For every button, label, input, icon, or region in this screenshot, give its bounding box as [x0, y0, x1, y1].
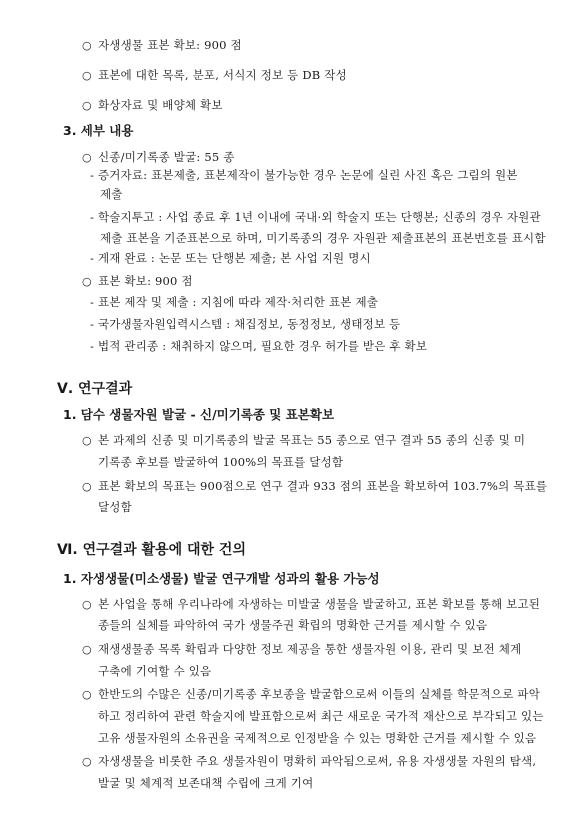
list-item-continuation: 기록종 후보를 발굴하여 100%의 목표를 달성함 [98, 455, 344, 469]
circle-bullet-icon: ○ [82, 598, 92, 611]
sub-item: - 증거자료: 표본제출, 표본제작이 불가능한 경우 논문에 실린 사진 혹은 그림의 원본 [90, 168, 518, 182]
list-item: ○ 자생생물을 비롯한 주요 생물자원이 명확히 파악됨으로써, 유용 자생생물 자원의 탐색, [82, 754, 537, 768]
list-item: ○ 재생생물종 목록 확립과 다양한 정보 제공을 통한 생물자원 이용, 관리 및 보전 체계 [82, 642, 522, 656]
list-item: ○ 본 사업을 통해 우리나라에 자생하는 미발굴 생물을 발굴하고, 표본 확보를 통해 보고된 [82, 597, 541, 611]
list-item: ○ 본 과제의 신종 및 미기록종의 발굴 목표는 55 종으로 연구 결과 55 종의 신종 및 미 [82, 433, 526, 447]
list-item: ○ 표본 확보의 목표는 900점으로 연구 결과 933 점의 표본을 확보하여 103.7%의 목표를 [82, 479, 548, 493]
list-item: ○ 한반도의 수많은 신종/미기록종 후보종을 발굴함으로써 이들의 실체를 학문적으로 파악 [82, 687, 541, 701]
circle-bullet-icon: ○ [82, 39, 92, 52]
list-item-continuation: 종들의 실체를 파악하여 국가 생물주권 확립의 명확한 근거를 제시할 수 있음 [98, 618, 488, 632]
results-heading: Ⅴ. 연구결과 [57, 381, 133, 397]
circle-bullet-icon: ○ [82, 643, 92, 656]
sub-item: - 학술지투고 : 사업 종료 후 1년 이내에 국내·외 학술지 또는 단행본; 신종의 경우 자원관 [90, 210, 541, 224]
sub-item: - 법적 관리종 : 채취하지 않으며, 필요한 경우 허가를 받은 후 확보 [90, 339, 428, 353]
list-item: ○ 표본 확보: 900 점 [82, 274, 193, 288]
list-item-continuation: 구축에 기여할 수 있음 [98, 664, 212, 678]
list-item: ○ 화상자료 및 배양체 확보 [82, 98, 223, 112]
usage-heading: Ⅵ. 연구결과 활용에 대한 건의 [57, 542, 246, 558]
circle-bullet-icon: ○ [82, 480, 92, 493]
circle-bullet-icon: ○ [82, 99, 92, 112]
sub-item: - 게재 완료 : 논문 또는 단행본 제출; 본 사업 지원 명시 [90, 251, 371, 265]
sub-item-continuation: 제출 표본을 기준표본으로 하며, 미기록종의 경우 자원관 제출표본의 표본번호를 표시함 [100, 231, 546, 245]
circle-bullet-icon: ○ [82, 755, 92, 768]
results-sub-heading: 1. 담수 생물자원 발굴 - 신/미기록종 및 표본확보 [63, 407, 335, 422]
sub-item-continuation: 제출 [100, 187, 123, 201]
circle-bullet-icon: ○ [82, 275, 92, 288]
list-item: ○ 표본에 대한 목록, 분포, 서식지 정보 등 DB 작성 [82, 68, 347, 82]
circle-bullet-icon: ○ [82, 434, 92, 447]
circle-bullet-icon: ○ [82, 151, 92, 164]
list-item-continuation: 달성함 [98, 500, 132, 514]
list-item-continuation: 하고 정리하여 관련 학술지에 발표함으로써 최근 새로운 국가적 재산으로 부각되고 있는 [98, 709, 544, 723]
list-item-continuation: 고유 생물자원의 소유권을 국제적으로 인정받을 수 있는 명확한 근거를 제시할 수 있음 [98, 731, 537, 745]
sub-item: - 국가생물자원입력시스템 : 채집정보, 동정정보, 생태정보 등 [90, 317, 401, 331]
detail-heading: 3. 세부 내용 [63, 123, 134, 138]
list-item: ○ 신종/미기록종 발굴: 55 종 [82, 150, 235, 164]
list-item-continuation: 발굴 및 체계적 보존대책 수립에 크게 기여 [98, 776, 314, 790]
sub-item: - 표본 제작 및 제출 : 지침에 따라 제작·처리한 표본 제출 [90, 295, 379, 309]
circle-bullet-icon: ○ [82, 688, 92, 701]
list-item: ○ 자생생물 표본 확보: 900 점 [82, 38, 242, 52]
usage-sub-heading: 1. 자생생물(미소생물) 발굴 연구개발 성과의 활용 가능성 [63, 571, 380, 586]
circle-bullet-icon: ○ [82, 69, 92, 82]
